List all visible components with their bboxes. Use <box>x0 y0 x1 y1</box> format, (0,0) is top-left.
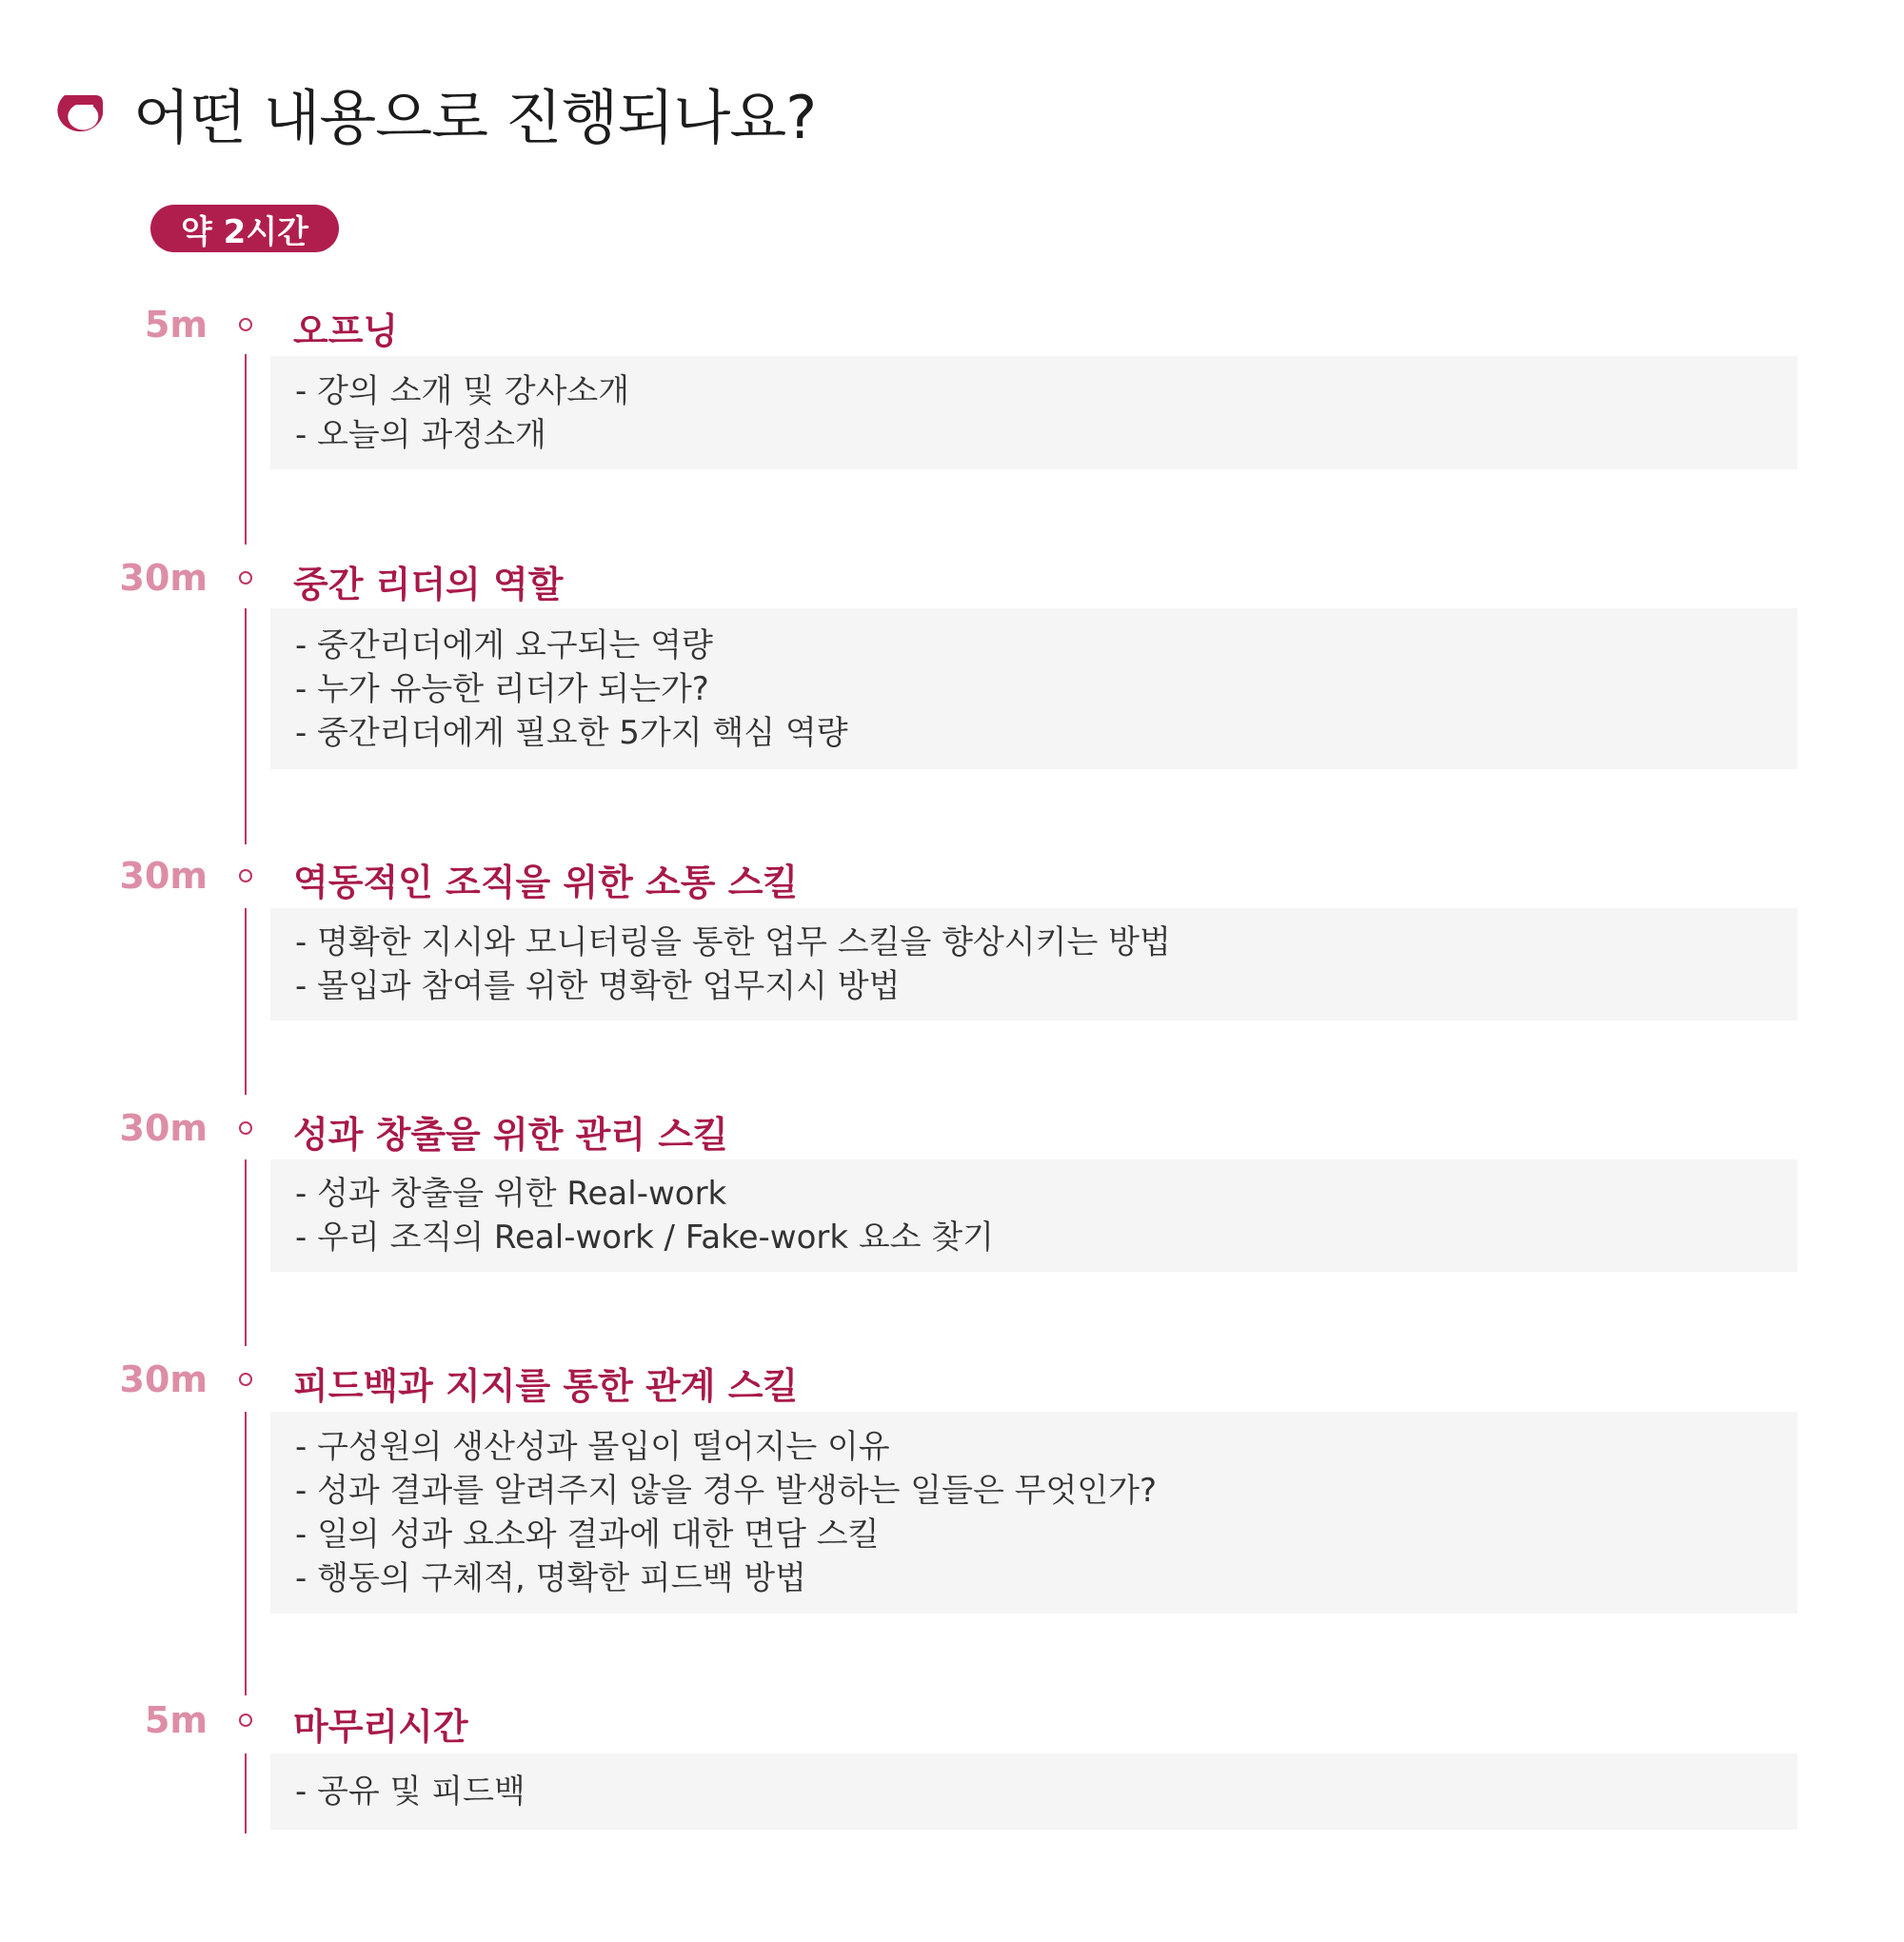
section-duration: 30m <box>119 557 208 599</box>
logo-icon <box>53 86 107 139</box>
duration-badge: 약 2시간 <box>150 205 339 252</box>
section-title: 역동적인 조직을 위한 소통 스킬 <box>293 862 799 903</box>
section-title: 마무리시간 <box>293 1706 468 1748</box>
section-title: 오프닝 <box>293 310 399 352</box>
section-duration: 30m <box>119 855 208 897</box>
section-item: - 중간리더에게 요구되는 역량 <box>295 625 713 664</box>
section-content <box>270 356 1797 469</box>
section-item: - 성과 결과를 알려주지 않을 경우 발생하는 일들은 무엇인가? <box>295 1472 1158 1510</box>
section-duration: 5m <box>144 1699 208 1741</box>
section-item: - 공유 및 피드백 <box>295 1773 526 1811</box>
timeline-dot-icon <box>239 1373 252 1386</box>
section-content <box>270 1754 1797 1830</box>
section-item: - 일의 성과 요소와 결과에 대한 면담 스킬 <box>295 1516 880 1554</box>
timeline-dot-icon <box>239 571 252 585</box>
section-duration: 5m <box>144 304 208 346</box>
section-content <box>270 908 1797 1021</box>
section-item: - 구성원의 생산성과 몰입이 떨어지는 이유 <box>295 1428 890 1466</box>
timeline-dot-icon <box>239 1714 252 1727</box>
timeline-line <box>245 608 247 844</box>
timeline-line <box>245 908 247 1095</box>
section-item: - 몰입과 참여를 위한 명확한 업무지시 방법 <box>295 967 901 1005</box>
timeline-line <box>245 354 247 545</box>
section-content <box>270 608 1797 769</box>
section-item: - 중간리더에게 필요한 5가지 핵심 역량 <box>295 713 848 752</box>
section-item: - 우리 조직의 Real-work / Fake-work 요소 찾기 <box>295 1219 995 1257</box>
timeline-line <box>245 1159 247 1346</box>
section-item: - 오늘의 과정소개 <box>295 415 546 454</box>
timeline-line <box>245 1754 247 1833</box>
section-item: - 성과 창출을 위한 Real-work <box>295 1175 727 1213</box>
section-item: - 누가 유능한 리더가 되는가? <box>295 669 709 708</box>
section-content <box>270 1159 1797 1272</box>
section-duration: 30m <box>119 1107 208 1149</box>
section-title: 피드백과 지지를 통한 관계 스킬 <box>293 1365 799 1407</box>
section-item: - 행동의 구체적, 명확한 피드백 방법 <box>295 1559 806 1597</box>
timeline-dot-icon <box>239 869 252 882</box>
timeline-line <box>245 1412 247 1695</box>
section-content <box>270 1412 1797 1614</box>
timeline-dot-icon <box>239 318 252 331</box>
section-title: 중간 리더의 역할 <box>293 564 564 605</box>
header <box>53 74 816 150</box>
section-item: - 강의 소개 및 강사소개 <box>295 371 630 410</box>
page-title: 어떤 내용으로 진행되나요? <box>133 82 817 152</box>
section-title: 성과 창출을 위한 관리 스킬 <box>293 1114 728 1156</box>
timeline-dot-icon <box>239 1121 252 1135</box>
section-duration: 30m <box>119 1358 208 1400</box>
section-item: - 명확한 지시와 모니터링을 통한 업무 스킬을 향상시키는 방법 <box>295 923 1171 961</box>
